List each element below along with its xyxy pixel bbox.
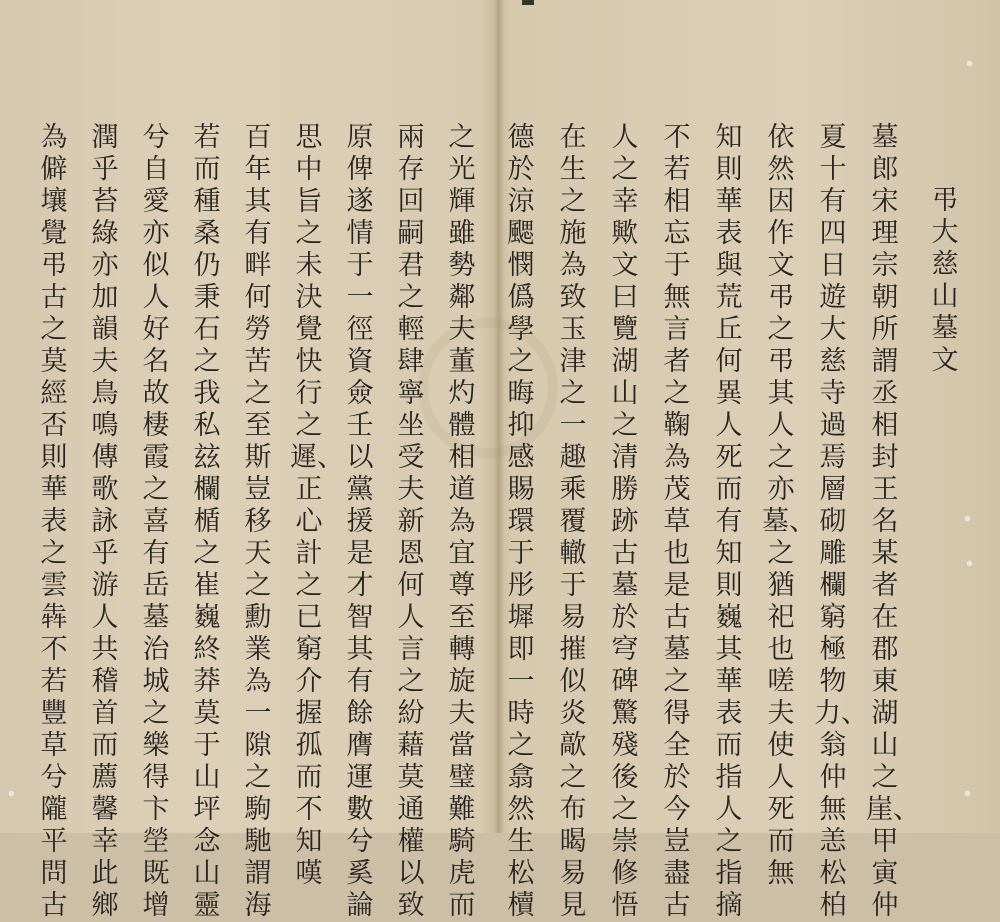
binding-hole <box>964 790 971 797</box>
text-column: 夏十有四日遊大慈寺過焉層砌雕欄窮極物力、翁仲無恙松柏 <box>814 122 868 921</box>
text-column: 依然因作文弔之弔其人之亦墓、之猶祀也嗟夫使人死而無 <box>762 122 816 889</box>
binding-mark <box>522 0 534 5</box>
text-column: 兮自愛亦似人好名故棲霞之喜有岳墓治城之樂得卞塋既增 <box>142 122 170 921</box>
text-column: 百年其有畔何勞苦之至斯豈移天之勳業為一隙之駒馳謂海 <box>244 122 272 921</box>
text-column: 知則華表與荒丘何異人死而有知則巍其華表而指人之指摘 <box>715 122 743 921</box>
binding-hole <box>966 560 973 567</box>
document-title: 弔大慈山墓文 <box>931 185 959 376</box>
text-column: 潤乎苔綠亦加韻夫鳥鳴傳歌詠乎游人共稽首而薦馨幸此鄉 <box>91 122 119 921</box>
binding-hole <box>966 60 973 67</box>
text-column: 之光輝雖勢鄰夫董灼體相道為宜尊至轉旋夫當璧難騎虎而 <box>448 122 476 921</box>
text-column: 不若相忘于無言者之鞠為茂草也是古墓之得全於今豈盡古 <box>663 122 691 921</box>
text-column: 兩存回嗣君之輕肆寧坐受夫新恩何人言之紛藉莫通權以致 <box>397 122 425 921</box>
text-column: 若而種桑仍秉石之我私玆欄楯之崔巍終莽莫于山坪念山靈 <box>193 122 221 921</box>
binding-hole <box>964 515 971 522</box>
text-column: 為僻壤覺弔古之莫經否則華表之雲犇不若豐草兮隴平問古 <box>40 122 68 921</box>
text-column: 人之幸歟文曰覽湖山之清勝跡古墓於穹碑驚殘後之崇修悟 <box>611 122 639 921</box>
text-column: 原俾遂情于一徑資僉壬以黨援是才智其有餘膺運數兮奚論 <box>346 122 374 921</box>
text-column: 德於涼颸憫僞學之晦抑感賜環于彤墀即一時之翕然生松櫝 <box>507 122 535 921</box>
text-column: 墓郎宋理宗朝所謂丞相封王名某者在郡東湖山之崖、甲寅仲 <box>866 122 920 921</box>
text-column: 思中旨之未決覺快行之遲、正心計之已窮介握孤而不知嘆 <box>290 122 344 889</box>
text-column: 在生之施為致玉津之一趣乘覆轍于易摧似炎歊之布暍易見 <box>559 122 587 921</box>
binding-hole <box>8 790 15 797</box>
